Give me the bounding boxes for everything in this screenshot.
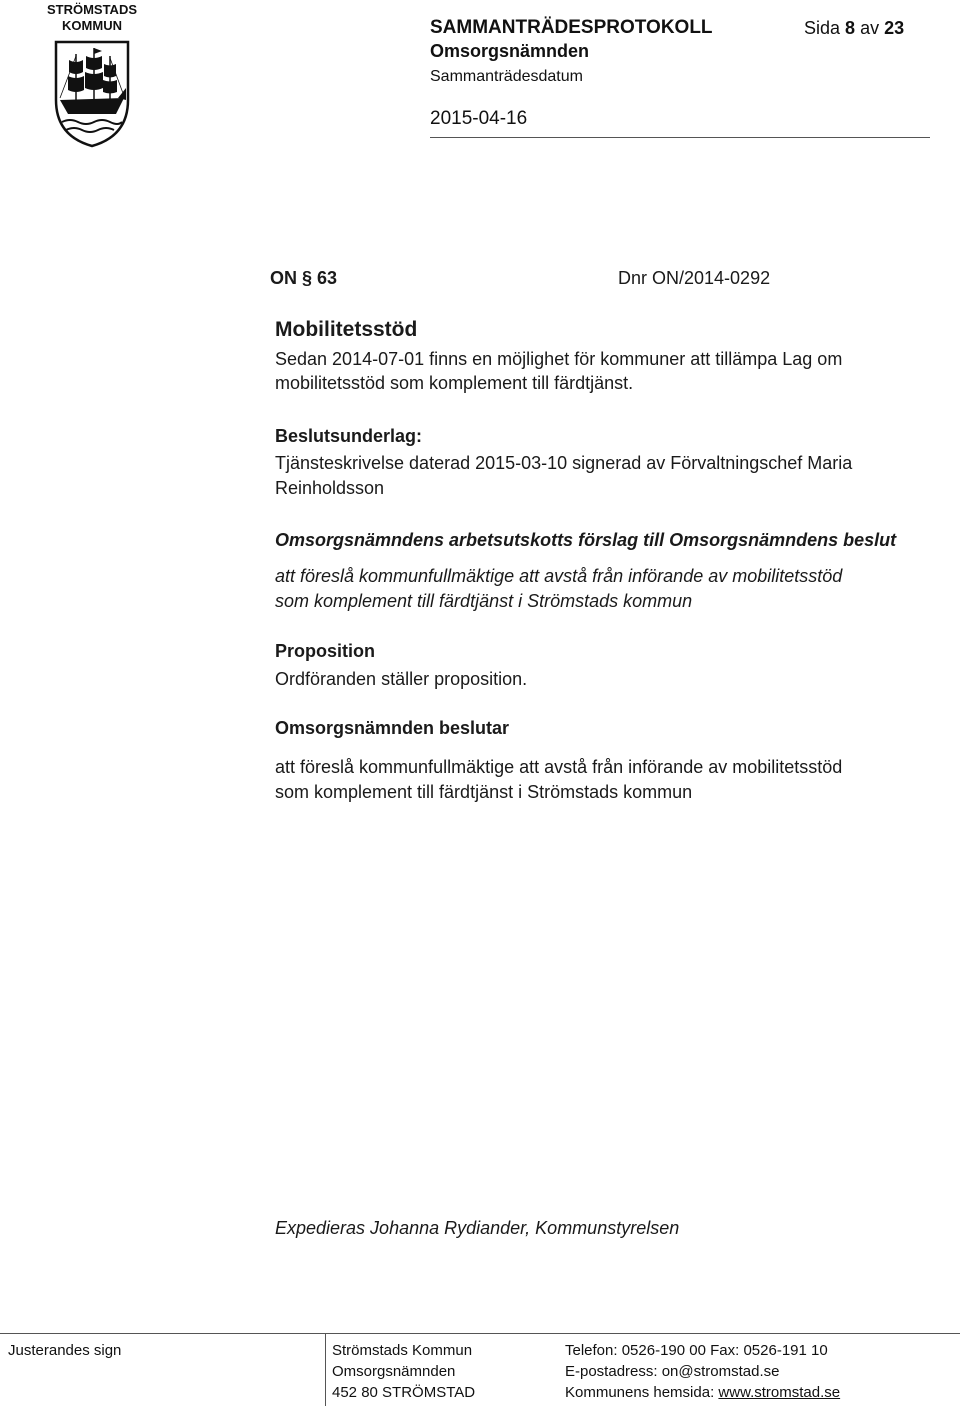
website-link[interactable]: www.stromstad.se: [718, 1384, 841, 1401]
proposal-line-1: att föreslå kommunfullmäktige att avstå från införande av mobilitetsstöd: [275, 566, 843, 586]
case-dnr: Dnr ON/2014-0292: [618, 268, 771, 288]
basis-line-1: Tjänsteskrivelse daterad 2015-03-10 signerad av Förvaltningschef Maria: [275, 453, 853, 473]
footer-web-label: Kommunens hemsida:: [565, 1384, 715, 1401]
page-prefix: Sida: [804, 18, 841, 38]
committee-name: Omsorgsnämnden: [430, 41, 590, 61]
footer-email: E-postadress: on@stromstad.se: [565, 1363, 780, 1380]
coat-of-arms-ship-icon: [52, 38, 132, 148]
proposal-line-2: som komplement till färdtjänst i Strömstads kommun: [275, 591, 693, 611]
meeting-date: 2015-04-16: [430, 108, 528, 129]
basis-label: Beslutsunderlag:: [275, 426, 423, 446]
page-indicator: [804, 18, 904, 39]
decision-line-1: att föreslå kommunfullmäktige att avstå från införande av mobilitetsstöd: [275, 757, 843, 777]
page-total: 23: [884, 18, 905, 38]
case-title: Mobilitetsstöd: [275, 318, 418, 341]
document-title: SAMMANTRÄDESPROTOKOLL: [430, 17, 713, 38]
basis-line-2: Reinholdsson: [275, 478, 385, 498]
municipality-name: [42, 2, 142, 34]
footer-separator: [325, 1334, 326, 1406]
footer-phone: Telefon: 0526-190 00 Fax: 0526-191 10: [565, 1342, 828, 1359]
signature-label: Justerandes sign: [8, 1342, 122, 1359]
footer-org-name: Strömstads Kommun: [332, 1342, 473, 1359]
decision-line-2: som komplement till färdtjänst i Strömstads kommun: [275, 782, 693, 802]
footer-web: [565, 1382, 840, 1403]
case-number: ON § 63: [270, 268, 338, 288]
meeting-date-label: Sammanträdesdatum: [430, 68, 583, 85]
decision-heading: Omsorgsnämnden beslutar: [275, 718, 510, 738]
footer-divider: [0, 1333, 960, 1334]
logo-line2: KOMMUN: [62, 18, 122, 33]
proposal-heading: Omsorgsnämndens arbetsutskotts förslag till Omsorgsnämndens beslut: [275, 530, 897, 550]
footer-org-address: 452 80 STRÖMSTAD: [332, 1384, 476, 1401]
logo-line1: STRÖMSTADS: [46, 2, 138, 17]
intro-line-2: mobilitetsstöd som komplement till färdtjänst.: [275, 373, 634, 393]
footer-org: [332, 1340, 475, 1403]
footer-org-committee: Omsorgsnämnden: [332, 1363, 456, 1380]
intro-line-1: Sedan 2014-07-01 finns en möjlighet för kommuner att tillämpa Lag om: [275, 349, 843, 369]
header-divider: [430, 137, 930, 138]
footer-contact: [565, 1340, 840, 1403]
proposition-text: Ordföranden ställer proposition.: [275, 669, 528, 689]
proposition-label: Proposition: [275, 641, 375, 661]
dispatch-note: Expedieras Johanna Rydiander, Kommunstyrelsen: [275, 1218, 680, 1238]
page-mid: av: [860, 18, 880, 38]
page-current: 8: [845, 18, 856, 38]
